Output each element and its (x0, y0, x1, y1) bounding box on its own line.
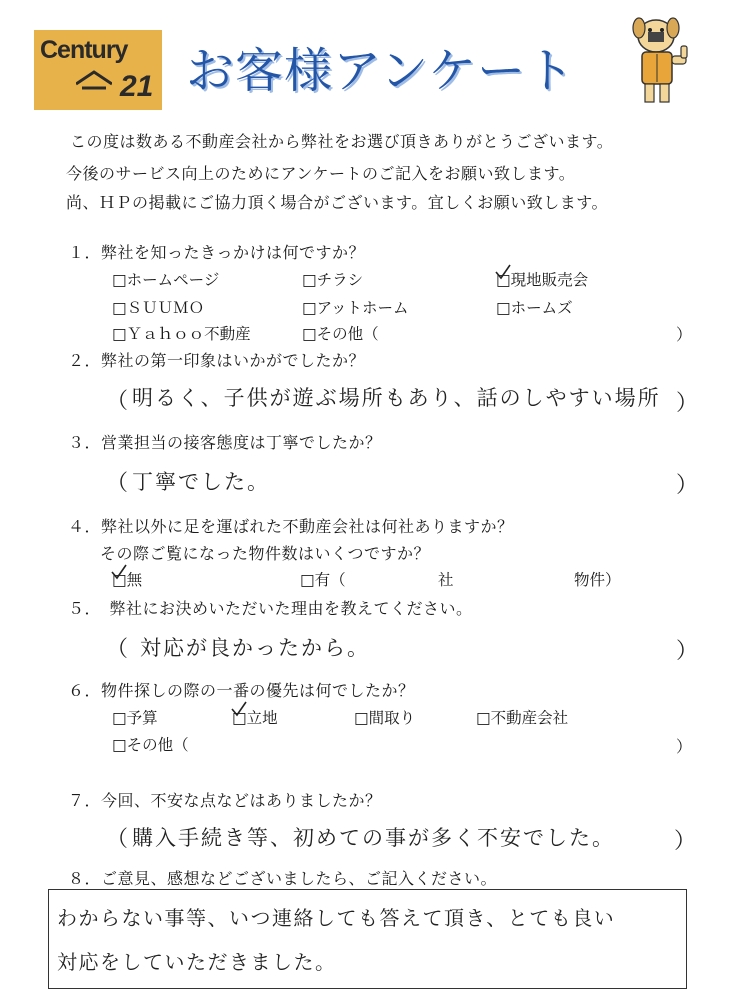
q8-answer-box[interactable] (48, 889, 687, 989)
q4-company-count-label: 社 (438, 571, 454, 589)
q3-answer[interactable]: 丁寧でした。 (132, 470, 270, 494)
q5-open-paren: （ (106, 637, 129, 662)
house-roof-icon (76, 70, 112, 90)
q1-option-yahoo[interactable]: □Ｙａｈｏｏ不動産 (112, 325, 251, 343)
intro-line-1: この度は数ある不動産会社から弊社をお選び頂きありがとうございます。 (70, 132, 614, 151)
q1-close-paren: ） (676, 325, 693, 344)
page-title: お客様アンケート (186, 43, 576, 99)
q4-option-has[interactable]: □有（ (300, 571, 346, 589)
q8-answer-line-1: わからない事等、いつ連絡しても答えて頂き、とても良い (57, 906, 616, 930)
intro-line-3: 尚、ＨＰの掲載にご協力頂く場合がございます。宜しくお願い致します。 (66, 193, 608, 212)
q1-option-flyer[interactable]: □チラシ (302, 271, 364, 289)
q4-label: ４．弊社以外に足を運ばれた不動産会社は何社ありますか？ (68, 517, 514, 536)
q7-open-paren: （ (106, 827, 129, 852)
q5-close-paren: ） (676, 639, 699, 664)
intro-line-2: 今後のサービス向上のためにアンケートのご記入をお願い致します。 (66, 164, 576, 183)
q6-option-location[interactable]: □立地 (232, 709, 278, 727)
century21-logo (34, 30, 162, 110)
q2-close-paren: ） (676, 391, 699, 416)
dog-mascot-icon (626, 14, 696, 106)
q7-answer[interactable]: 購入手続き等、初めての事が多く不安でした。 (132, 826, 615, 850)
q3-close-paren: ） (676, 473, 699, 498)
q8-answer-line-2: 対応をしていただきました。 (57, 950, 337, 974)
checkmark-icon (494, 263, 512, 281)
q1-option-homes[interactable]: □ホームズ (496, 299, 573, 317)
q1-option-other[interactable]: □その他（ (302, 325, 379, 343)
q7-close-paren: ） (674, 829, 697, 854)
q2-label: ２．弊社の第一印象はいかがでしたか？ (68, 351, 366, 370)
q5-label: ５． 弊社にお決めいただいた理由を教えてください。 (68, 599, 473, 618)
q3-open-paren: （ (106, 471, 129, 496)
checkmark-icon (110, 563, 128, 581)
q6-label: ６．物件探しの際の一番の優先は何でしたか？ (68, 681, 415, 700)
q6-option-agency[interactable]: □不動産会社 (476, 709, 569, 727)
q6-option-budget[interactable]: □予算 (112, 709, 158, 727)
q7-label: ７．今回、不安な点などはありましたか？ (68, 791, 382, 810)
q6-option-other[interactable]: □その他（ (112, 736, 189, 754)
q4-property-count-label: 物件） (574, 571, 621, 589)
q1-option-homepage[interactable]: □ホームページ (112, 271, 220, 289)
q2-answer[interactable]: 明るく、子供が遊ぶ場所もあり、話のしやすい場所 (132, 386, 661, 410)
q1-option-open-house[interactable]: □現地販売会 (496, 271, 589, 289)
q1-option-athome[interactable]: □アットホーム (302, 299, 409, 317)
checkmark-icon (230, 700, 248, 718)
q8-label: ８．ご意見、感想などございましたら、ご記入ください。 (68, 869, 498, 888)
q1-label: １．弊社を知ったきっかけは何ですか？ (68, 243, 366, 262)
logo-brand-text: Century (40, 36, 128, 64)
q3-label: ３．営業担当の接客態度は丁寧でしたか？ (68, 433, 382, 452)
q4-label-2: その際ご覧になった物件数はいくつですか？ (100, 544, 431, 563)
q2-open-paren: （ (106, 389, 129, 414)
q6-option-layout[interactable]: □間取り (354, 709, 416, 727)
q4-option-none[interactable]: □無 (112, 571, 143, 589)
q1-option-suumo[interactable]: □ＳＵＵＭＯ (112, 299, 205, 317)
q5-answer[interactable]: 対応が良かったから。 (140, 636, 370, 660)
logo-number-text: 21 (120, 70, 154, 103)
q6-close-paren: ） (676, 737, 693, 756)
